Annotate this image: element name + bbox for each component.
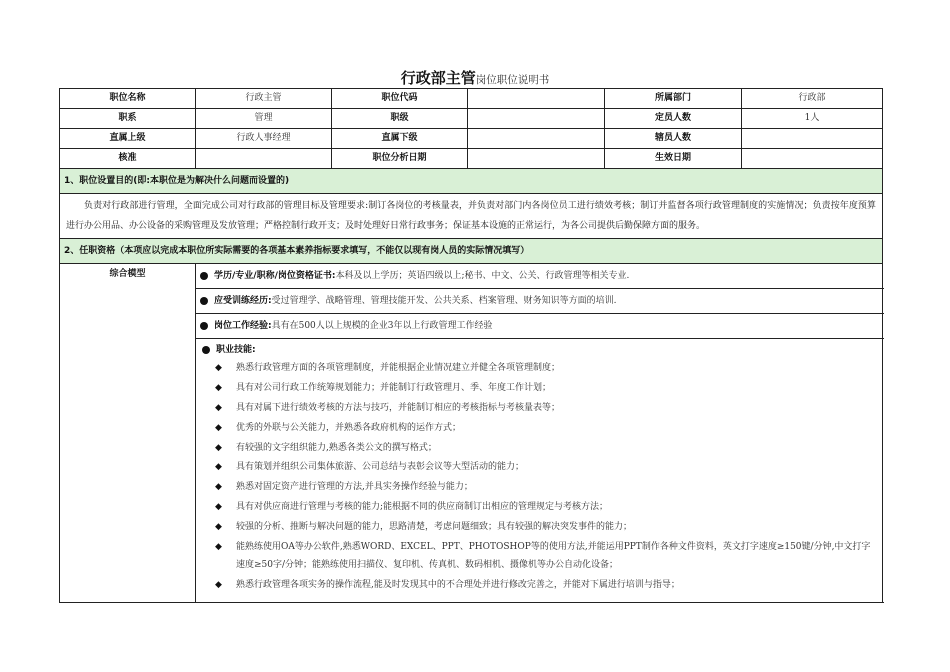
skills-cell xyxy=(196,339,883,603)
skills-label: 职业技能: xyxy=(216,345,256,355)
skills-list xyxy=(202,359,876,594)
skill-item xyxy=(212,439,876,457)
field-label: 核准 xyxy=(60,149,196,169)
side-label: 综合模型 xyxy=(60,264,196,603)
item-text: 本科及以上学历；英语四级以上;秘书、中文、公关、行政管理等相关专业. xyxy=(335,271,630,281)
info-row xyxy=(60,109,883,129)
bullet-dot-icon xyxy=(200,272,208,280)
field-label: 直属上级 xyxy=(60,129,196,149)
skill-item xyxy=(212,498,876,516)
diamond-bullet-icon: ◆ xyxy=(215,402,222,413)
bullet-dot-icon xyxy=(202,346,210,354)
section1-text: 负责对行政部进行管理，全面完成公司对行政部的管理目标及管理要求:制订各岗位的考核量表，并负责对部门内各岗位员工进行绩效考核；制订并监督各项行政管理制度的实施情况；负责按年度预算进行办公用品、办公设备的采购管理及发放管理；严格控制行政开支；及时处理好日常行政事务；保证基本设施的正常运行，为各公司提供后勤保障方面的服务。 xyxy=(60,194,883,239)
field-value: 1人 xyxy=(742,109,883,129)
field-label: 定员人数 xyxy=(605,109,742,129)
skill-text: 具有对属下进行绩效考核的方法与技巧，并能制订相应的考核指标与考核量表等； xyxy=(236,402,561,413)
skill-item xyxy=(212,399,876,417)
diamond-bullet-icon: ◆ xyxy=(215,382,222,393)
qualification-item xyxy=(196,289,883,314)
diamond-bullet-icon: ◆ xyxy=(215,502,222,513)
skill-text: 熟悉行政管理各项实务的操作流程,能及时发现其中的不合理处并进行修改完善之，并能对下属进行培训与指导； xyxy=(236,579,680,590)
skill-item xyxy=(212,419,876,437)
field-value xyxy=(742,149,883,169)
field-label: 职位代码 xyxy=(332,89,468,109)
skill-text: 熟悉行政管理方面的各项管理制度，并能根据企业情况建立并健全各项管理制度； xyxy=(236,363,561,373)
field-value xyxy=(468,109,605,129)
diamond-bullet-icon: ◆ xyxy=(215,442,222,453)
item-text: 具有在500人以上规模的企业3年以上行政管理工作经验 xyxy=(271,321,493,331)
field-value xyxy=(468,89,605,109)
info-row xyxy=(60,89,883,109)
field-value: 行政人事经理 xyxy=(196,129,332,149)
skill-item xyxy=(212,576,876,594)
skill-text: 能熟练使用OA等办公软件,熟悉WORD、EXCEL、PPT、PHOTOSHOP等的使用方法,并能运用PPT制作各种文件资料，英文打字速度≥150键/分钟,中文打字速度≥50字/分钟；能熟练使用扫描仪、复印机、传真机、数码相机、摄像机等办公自动化设备； xyxy=(236,542,871,571)
qualification-item xyxy=(196,264,883,289)
skill-text: 具有对公司行政工作统筹规划能力；并能制订行政管理月、季、年度工作计划； xyxy=(236,382,552,393)
field-label: 职系 xyxy=(60,109,196,129)
title-sub: 岗位职位说明书 xyxy=(475,74,550,86)
qualification-row xyxy=(60,264,883,289)
skill-item xyxy=(212,518,876,536)
diamond-bullet-icon: ◆ xyxy=(215,522,222,533)
bullet-dot-icon xyxy=(200,322,208,330)
field-label: 生效日期 xyxy=(605,149,742,169)
job-description-table xyxy=(59,88,883,603)
document-title xyxy=(0,68,950,90)
diamond-bullet-icon: ◆ xyxy=(215,363,222,373)
purpose-section xyxy=(60,169,883,239)
skill-text: 优秀的外联与公关能力，并熟悉各政府机构的运作方式； xyxy=(236,422,462,433)
item-label: 应受训练经历: xyxy=(214,296,272,306)
skill-item xyxy=(212,458,876,476)
qualification-item xyxy=(196,314,883,339)
field-value: 管理 xyxy=(196,109,332,129)
field-label: 职级 xyxy=(332,109,468,129)
skill-item xyxy=(212,538,876,574)
field-value: 行政主管 xyxy=(196,89,332,109)
skill-text: 较强的分析、推断与解决问题的能力，思路清楚，考虑问题细致；具有较强的解决突发事件的能力； xyxy=(236,522,633,533)
diamond-bullet-icon: ◆ xyxy=(215,422,222,433)
field-value xyxy=(468,149,605,169)
skill-item xyxy=(212,359,876,377)
skill-text: 有较强的文字组织能力,熟悉各类公文的撰写格式； xyxy=(236,442,437,453)
field-value xyxy=(468,129,605,149)
section1-heading: 1、职位设置目的(即:本职位是为解决什么问题而设置的) xyxy=(60,169,883,194)
info-section xyxy=(60,89,883,169)
field-value: 行政部 xyxy=(742,89,883,109)
field-label: 直属下级 xyxy=(332,129,468,149)
skill-text: 熟悉对固定资产进行管理的方法,并具实务操作经验与能力； xyxy=(236,482,473,493)
diamond-bullet-icon: ◆ xyxy=(215,542,222,553)
qualification-section xyxy=(60,239,883,603)
field-label: 辖员人数 xyxy=(605,129,742,149)
item-text: 受过管理学、战略管理、管理技能开发、公共关系、档案管理、财务知识等方面的培训. xyxy=(271,296,617,306)
skill-text: 具有对供应商进行管理与考核的能力;能根据不同的供应商制订出相应的管理规定与考核方法； xyxy=(236,502,609,513)
info-row xyxy=(60,149,883,169)
diamond-bullet-icon: ◆ xyxy=(215,462,222,473)
info-row xyxy=(60,129,883,149)
field-value xyxy=(742,129,883,149)
item-label: 岗位工作经验: xyxy=(214,321,272,331)
bullet-dot-icon xyxy=(200,297,208,305)
diamond-bullet-icon: ◆ xyxy=(215,482,222,493)
field-label: 所属部门 xyxy=(605,89,742,109)
item-label: 学历/专业/职称/岗位资格证书: xyxy=(214,271,336,281)
skill-item xyxy=(212,379,876,397)
field-value xyxy=(196,149,332,169)
title-main: 行政部主管 xyxy=(400,69,476,87)
field-label: 职位分析日期 xyxy=(332,149,468,169)
diamond-bullet-icon: ◆ xyxy=(215,579,222,590)
skills-heading xyxy=(202,341,876,359)
field-label: 职位名称 xyxy=(60,89,196,109)
skill-text: 具有策划并组织公司集体旅游、公司总结与表彰会议等大型活动的能力； xyxy=(236,462,525,473)
section2-heading: 2、任职资格（本项应以完成本职位所实际需要的各项基本素养指标要求填写，不能仅以现有岗人员的实际情况填写） xyxy=(60,239,883,264)
skill-item xyxy=(212,478,876,496)
